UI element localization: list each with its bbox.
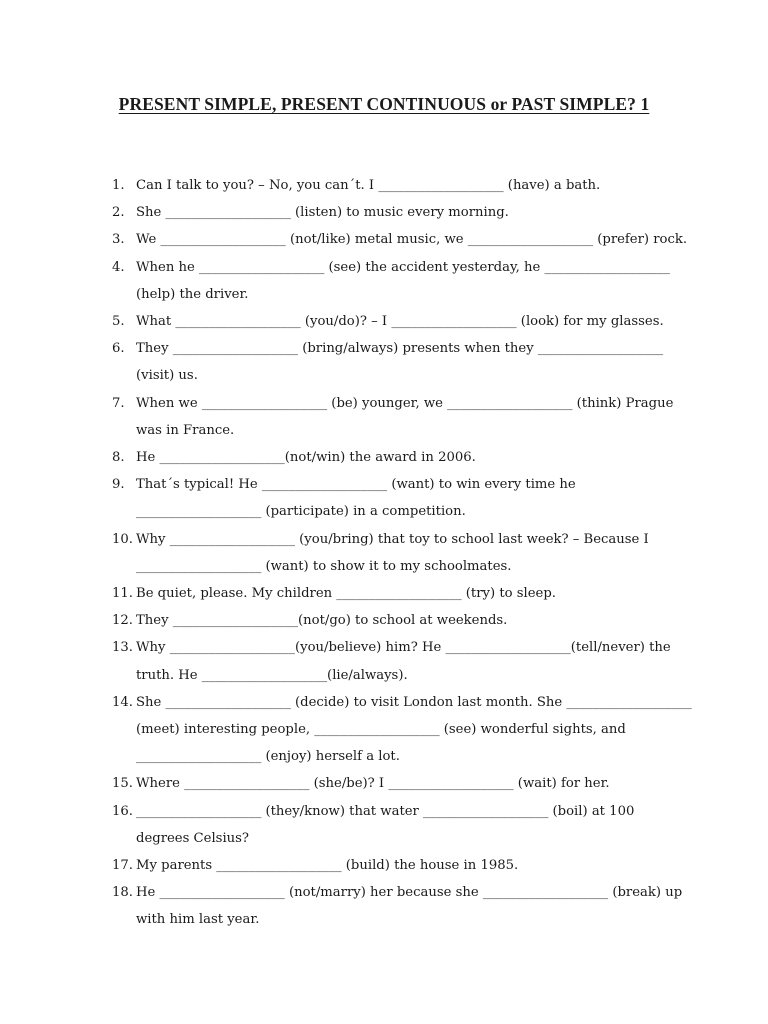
exercise-text-line: Why ___________________(you/believe) him? He ___________________(tell/never) the [136,640,671,656]
exercise-number: 9. [112,477,125,493]
exercise-item [0,852,768,879]
exercise-text-line: When we ___________________ (be) younger, we ___________________ (think) Prague [136,395,674,411]
exercise-number: 1. [112,178,125,193]
exercise-text-line: He ___________________ (not/marry) her because she ___________________ (break) up [136,885,683,901]
exercise-item [0,798,768,852]
exercise-item [0,580,768,607]
exercise-text-line: We ___________________ (not/like) metal music, we ___________________ (prefer) rock. [136,232,688,248]
exercise-number: 8. [112,450,125,466]
exercise-text-line: They ___________________(not/go) to school at weekends. [136,613,508,629]
exercise-item [0,770,768,797]
exercise-text-line: (visit) us. [136,368,198,384]
exercise-item [0,199,768,226]
exercise-item [0,526,768,580]
exercise-number: 3. [112,232,125,248]
exercise-number: 6. [112,341,125,357]
exercise-item [0,308,768,335]
exercise-text-line: He ___________________(not/win) the award in 2006. [136,450,476,466]
exercise-text-line: Can I talk to you? – No, you can´t. I ___________________ (have) a bath. [136,178,601,193]
exercise-text-line: with him last year. [136,912,260,928]
exercise-text-line: (help) the driver. [136,286,249,302]
exercise-number: 7. [112,395,125,411]
exercise-item [0,254,768,308]
exercise-item [0,607,768,634]
exercise-number: 4. [112,259,125,275]
exercise-text-line: She ___________________ (decide) to visit London last month. She ___________________ [136,694,692,710]
exercise-number: 15. [112,776,133,792]
exercise-number: 14. [112,694,133,710]
exercise-item [0,879,768,933]
exercise-number: 17. [112,858,133,874]
exercise-item [0,226,768,253]
exercise-number: 16. [112,803,133,819]
exercise-text-line: What ___________________ (you/do)? – I ___________________ (look) for my glasses. [136,314,664,330]
exercise-list [0,172,768,934]
exercise-item [0,335,768,389]
exercise-number: 10. [112,531,133,547]
exercise-text-line: Where ___________________ (she/be)? I ___________________ (wait) for her. [136,776,610,792]
exercise-text-line: ___________________ (enjoy) herself a lot. [136,749,400,765]
worksheet-title: PRESENT SIMPLE, PRESENT CONTINUOUS or PAST SIMPLE? 1 [118,94,650,114]
exercise-number: 5. [112,314,125,330]
exercise-number: 2. [112,205,125,221]
exercise-item [0,689,768,771]
exercise-text-line: was in France. [136,422,235,438]
exercise-item [0,444,768,471]
exercise-text-line: They ___________________ (bring/always) presents when they ___________________ [136,341,664,357]
exercise-item [0,390,768,444]
exercise-text-line: When he ___________________ (see) the accident yesterday, he ___________________ [136,259,670,275]
exercise-item [0,172,768,199]
exercise-text-line: Be quiet, please. My children ___________________ (try) to sleep. [136,586,556,602]
exercise-text-line: degrees Celsius? [136,830,249,846]
exercise-text-line: My parents ___________________ (build) the house in 1985. [136,858,519,874]
exercise-item [0,471,768,525]
exercise-text-line: ___________________ (want) to show it to my schoolmates. [136,558,512,574]
exercise-text-line: That´s typical! He ___________________ (want) to win every time he [136,477,576,493]
exercise-text-line: ___________________ (they/know) that water ___________________ (boil) at 100 [136,803,635,819]
exercise-text-line: truth. He ___________________(lie/always). [136,667,408,683]
exercise-number: 12. [112,613,133,629]
exercise-text-line: ___________________ (participate) in a competition. [136,504,466,520]
exercise-item [0,634,768,688]
exercise-text-line: She ___________________ (listen) to music every morning. [136,205,509,221]
exercise-number: 11. [112,586,133,602]
exercise-text-line: (meet) interesting people, ___________________ (see) wonderful sights, and [136,722,626,738]
exercise-number: 13. [112,640,133,656]
exercise-number: 18. [112,885,133,901]
exercise-text-line: Why ___________________ (you/bring) that toy to school last week? – Because I [136,531,649,547]
